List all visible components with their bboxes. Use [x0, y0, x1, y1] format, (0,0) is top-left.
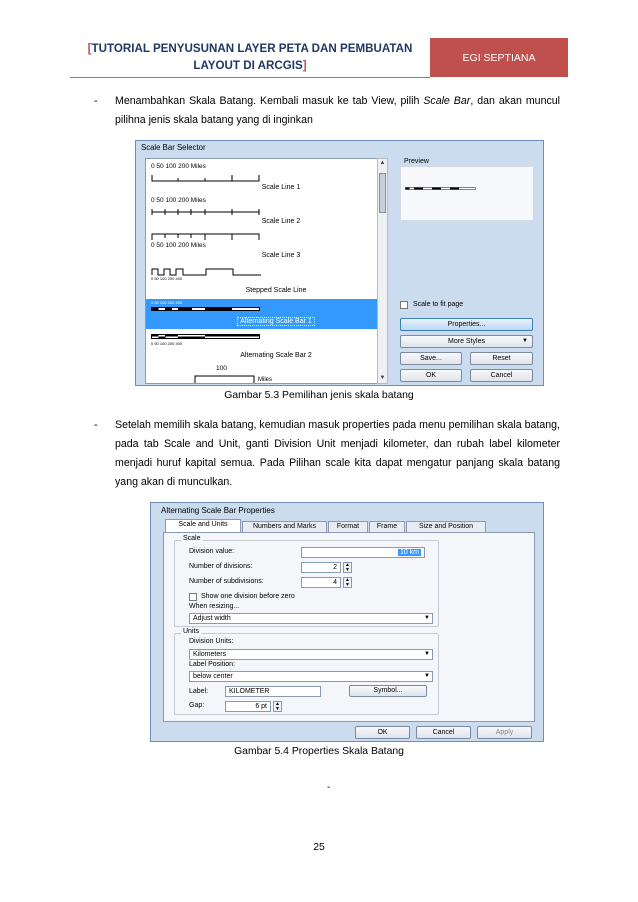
division-units-select[interactable]: Kilometers ▼ — [189, 649, 433, 660]
list-scrollbar[interactable] — [377, 158, 388, 384]
alternating-scale-bar-properties-window — [150, 502, 544, 742]
scale-bar-ticks: 0 50 100 200 Miles — [151, 163, 206, 170]
dropdown-arrow-icon: ▼ — [424, 615, 430, 621]
stepped-scale-line-graphic — [151, 267, 266, 276]
tab-numbers-and-marks[interactable]: Numbers and Marks — [242, 521, 327, 532]
scale-line-3-graphic — [151, 233, 261, 241]
scale-line-2-graphic — [151, 208, 261, 216]
num-subdivisions-input[interactable]: 4 — [301, 577, 341, 588]
ok-button[interactable]: OK — [355, 726, 410, 739]
reset-button[interactable]: Reset — [470, 352, 533, 365]
num-divisions-input[interactable]: 2 — [301, 562, 341, 573]
stray-dash: - — [327, 782, 331, 793]
scroll-thumb[interactable] — [379, 173, 386, 213]
units-group — [174, 628, 439, 715]
scale-bar-label: Scale Line 2 — [261, 218, 301, 225]
scale-bar-label: Alternating Scale Bar 2 — [240, 352, 312, 359]
dropdown-arrow-icon: ▼ — [522, 338, 528, 344]
group-label: Scale — [183, 535, 201, 542]
show-one-division-checkbox[interactable] — [189, 593, 197, 601]
header-author-badge: EGI SEPTIANA — [430, 38, 568, 77]
window-title: Alternating Scale Bar Properties — [161, 506, 275, 515]
label-text-input[interactable]: KILOMETER — [225, 686, 321, 697]
scale-bar-ticks: 0 50 100 200 400 — [151, 341, 183, 346]
scale-bar-label: Scale Line 3 — [261, 252, 301, 259]
preview-scale-bar-graphic — [405, 186, 477, 194]
header-bracket-open: [ — [87, 42, 92, 55]
show-one-division-label: Show one division before zero — [201, 593, 295, 600]
tab-scale-and-units[interactable]: Scale and Units — [165, 519, 241, 533]
dropdown-arrow-icon: ▼ — [424, 651, 430, 657]
label-position-select[interactable]: below center ▼ — [189, 671, 433, 682]
header-bracket-close: ] — [302, 59, 307, 72]
bullet-dash: - — [94, 95, 98, 107]
num-subdivisions-spinner[interactable]: ▲ ▼ — [343, 577, 352, 588]
paragraph-scale-bar — [94, 92, 560, 130]
preview-panel — [400, 166, 534, 221]
gap-spinner[interactable]: ▲ ▼ — [273, 701, 282, 712]
figure-caption-5-3: Gambar 5.3 Pemilihan jenis skala batang — [224, 390, 414, 401]
save-button[interactable]: Save... — [400, 352, 462, 365]
paragraph-text: Setelah memilih skala batang, kemudian masuk properties pada menu pemilihan skala batang, pada tab Scale and Unit, ganti Division Unit menjadi kilometer, dan rubah label kilometer menjadi huruf kapital semua. Pada Pilihan scale kita dapat mengatur panjang skala batang yang akan di munculkan. — [115, 419, 560, 488]
num-subdivisions-label: Number of subdivisions: — [189, 578, 264, 585]
label-text-label: Label: — [189, 688, 209, 695]
paragraph-text: Menambahkan Skala Batang. Kembali masuk ke tab View, pilih Scale Bar, dan akan muncul pilihna jenis skala batang yang di inginkan — [115, 95, 561, 126]
list-item-selected[interactable] — [146, 299, 386, 329]
cancel-button[interactable]: Cancel — [470, 369, 533, 382]
scale-bar-ticks: 0 50 100 200 Miles — [151, 242, 206, 249]
num-divisions-label: Number of divisions: — [189, 563, 253, 570]
page-number: 25 — [313, 842, 325, 853]
division-units-label: Division Units: — [189, 638, 234, 645]
gap-input[interactable]: 6 pt — [225, 701, 271, 712]
dropdown-arrow-icon: ▼ — [424, 673, 430, 679]
ok-button[interactable]: OK — [400, 369, 462, 382]
scale-bar-label: Miles — [258, 377, 273, 383]
tab-frame[interactable]: Frame — [369, 521, 405, 532]
scale-bar-list[interactable] — [145, 158, 387, 384]
window-title: Scale Bar Selector — [136, 141, 543, 155]
scroll-down-icon[interactable]: ▼ — [379, 375, 386, 381]
apply-button[interactable]: Apply — [477, 726, 532, 739]
scale-to-fit-label: Scale to fit page — [413, 301, 464, 308]
scroll-up-icon[interactable]: ▲ — [379, 160, 386, 166]
label-position-label: Label Position: — [189, 661, 235, 668]
emphasis-scale-bar: Scale Bar — [423, 95, 471, 107]
group-label: Units — [183, 628, 199, 635]
scale-bar-ticks: 0 50 100 200 400 — [151, 276, 183, 281]
scale-bar-label: Alternating Scale Bar 1 — [161, 318, 387, 325]
alternating-scale-bar-1-graphic — [151, 307, 261, 312]
num-divisions-spinner[interactable]: ▲ ▼ — [343, 562, 352, 573]
header-title-line1: TUTORIAL PENYUSUNAN LAYER PETA DAN PEMBUATAN — [91, 42, 413, 55]
paragraph-properties — [94, 416, 560, 492]
tab-panel — [163, 532, 535, 722]
header-title-line2: LAYOUT DI ARCGIS — [193, 59, 303, 72]
scale-bar-ticks: 0 50 100 200 Miles — [151, 197, 206, 204]
scale-line-1-graphic — [151, 174, 261, 182]
document-header-title — [84, 40, 416, 74]
when-resizing-select[interactable]: Adjust width ▼ — [189, 613, 433, 624]
tab-format[interactable]: Format — [328, 521, 368, 532]
scale-group — [174, 535, 439, 627]
symbol-button[interactable]: Symbol... — [349, 685, 427, 697]
more-styles-button[interactable]: More Styles ▼ — [400, 335, 533, 348]
tab-size-and-position[interactable]: Size and Position — [406, 521, 486, 532]
scale-to-fit-checkbox[interactable] — [400, 301, 408, 309]
scale-bar-label: Stepped Scale Line — [245, 287, 307, 294]
header-divider — [70, 77, 430, 78]
alternating-scale-bar-2-graphic — [151, 334, 261, 340]
bullet-dash: - — [94, 419, 98, 431]
scale-bar-selector-window — [135, 140, 544, 386]
preview-label: Preview — [404, 158, 429, 165]
division-value-input[interactable]: 10 km — [301, 547, 425, 558]
scale-bar-label: Scale Line 1 — [261, 184, 301, 191]
gap-label: Gap: — [189, 702, 205, 709]
scale-bar-ticks: 0 50 100 200 400 — [151, 300, 183, 305]
properties-button[interactable]: Properties... — [400, 318, 533, 331]
figure-caption-5-4: Gambar 5.4 Properties Skala Batang — [234, 746, 404, 757]
scale-bar-ticks: 100 — [216, 365, 227, 372]
cancel-button[interactable]: Cancel — [416, 726, 471, 739]
division-value-label: Division value: — [189, 548, 235, 555]
when-resizing-label: When resizing... — [189, 603, 240, 610]
